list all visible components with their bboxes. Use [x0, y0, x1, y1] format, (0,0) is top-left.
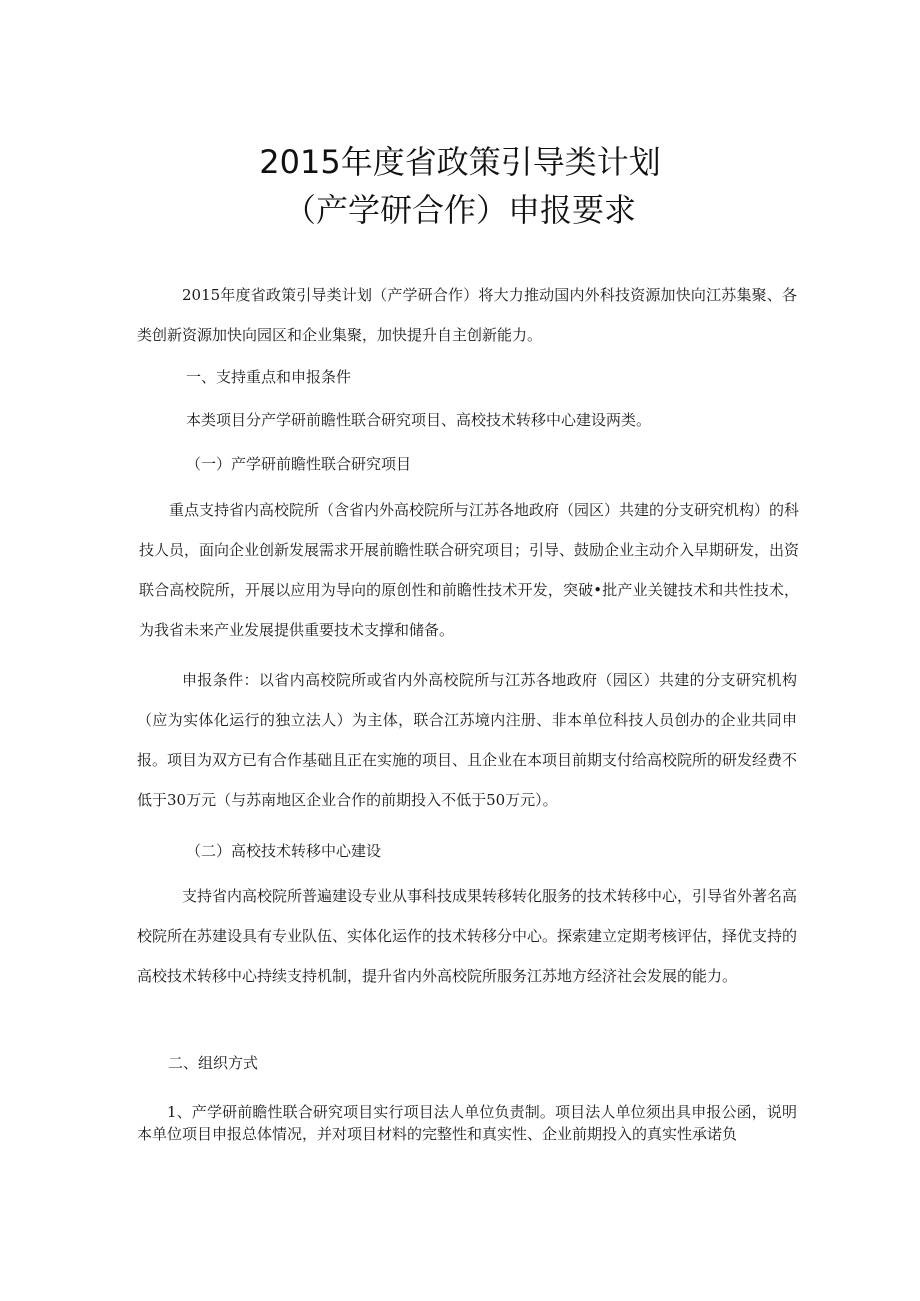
subsection-1-conditions: 申报条件：以省内高校院所或省内外高校院所与江苏各地政府（园区）共建的分支研究机构（应为实体化运行的独立法人）为主体，联合江苏境内注册、非本单位科技人员创办的企业共同申报。项目为双方已有合作基础且正在实施的项目、且企业在本项目前期支付给高校院所的研发经费不低于30万元（与苏南地区企业合作的前期投入不低于50万元）。: [137, 671, 798, 809]
subsection-2-paragraph: 支持省内高校院所普遍建设专业从事科技成果转移转化服务的技术转移中心，引导省外著名高校院所在苏建设具有专业队伍、实体化运作的技术转移分中心。探索建立定期考核评估，择优支持的高校技术转移中心持续支持机制，提升省内外高校院所服务江苏地方经济社会发展的能力。: [137, 887, 798, 985]
section-2-item-1: 1、产学研前瞻性联合研究项目实行项目法人单位负责制。项目法人单位须出具申报公函，说明本单位项目申报总体情况，并对项目材料的完整性和真实性、企业前期投入的真实性承诺负: [137, 1103, 797, 1143]
section-1-heading: 一、支持重点和申报条件: [186, 368, 352, 386]
document-title-line-2: （产学研合作）申报要求: [283, 191, 636, 229]
document-title-line-1: 2015年度省政策引导类计划: [259, 143, 661, 181]
intro-paragraph: 2015年度省政策引导类计划（产学研合作）将大力推动国内外科技资源加快向江苏集聚、各类创新资源加快向园区和企业集聚，加快提升自主创新能力。: [137, 286, 797, 344]
subsection-1-heading: （一）产学研前瞻性联合研究项目: [186, 455, 412, 473]
subsection-1-paragraph: 重点支持省内高校院所（含省内外高校院所与江苏各地政府（园区）共建的分支研究机构）的科技人员，面向企业创新发展需求开展前瞻性联合研究项目；引导、鼓励企业主动介入早期研发，出资联合高校院所，开展以应用为导向的原创性和前瞻性技术开发，突破•批产业关键技术和共性技术，为我省未来产业发展提供重要技术支撑和储备。: [139, 501, 800, 639]
subsection-2-heading: （二）高校技术转移中心建设: [186, 842, 382, 860]
section-1-summary: 本类项目分产学研前瞻性联合研究项目、高校技术转移中心建设两类。: [186, 411, 652, 429]
section-2-heading: 二、组织方式: [168, 1054, 259, 1072]
